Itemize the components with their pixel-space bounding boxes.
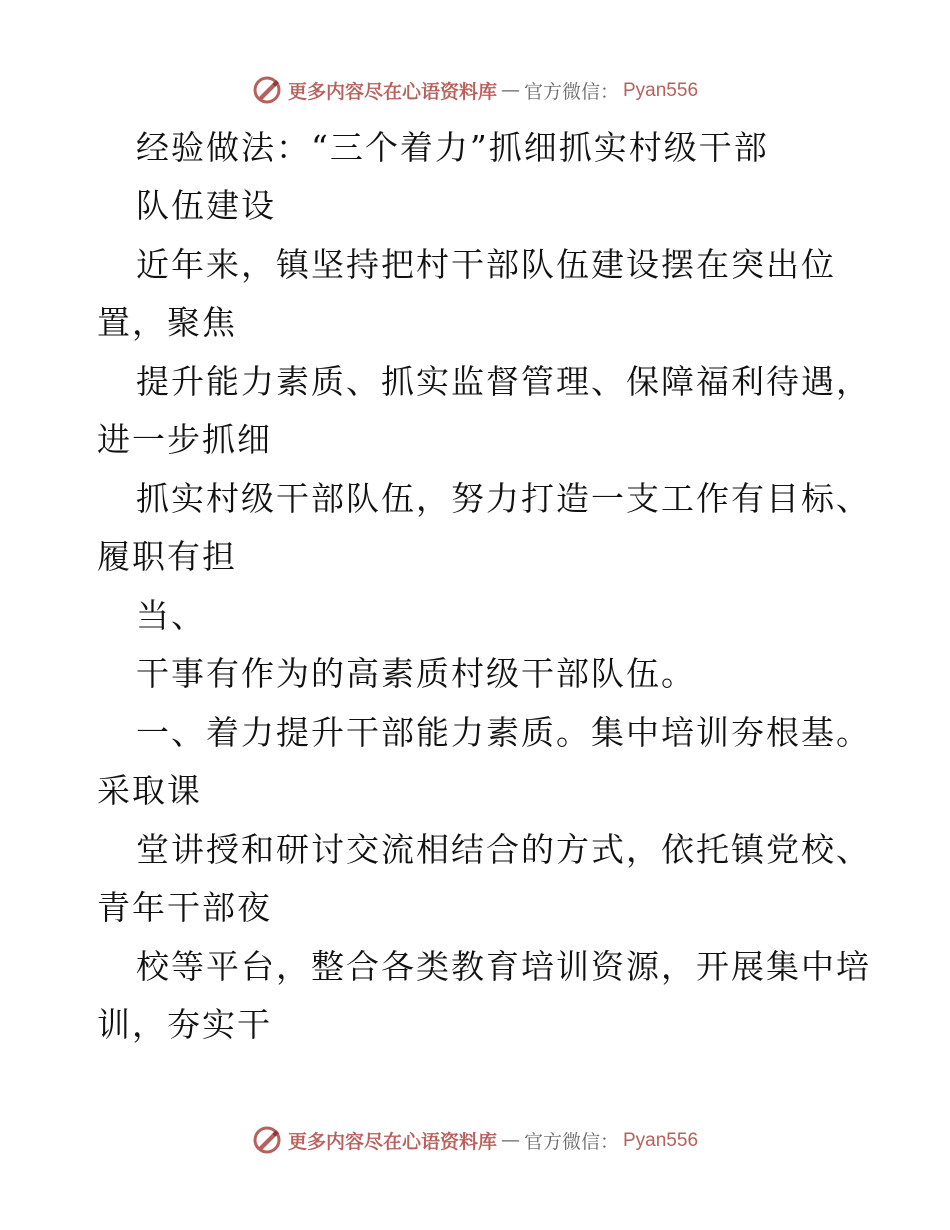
doc-line: 抓实村级干部队伍，努力打造一支工作有目标、 [136, 479, 871, 518]
watermark-brand-text: 更多内容尽在心语资料库 [287, 1130, 497, 1153]
doc-line: 堂讲授和研讨交流相结合的方式，依托镇党校、 [136, 830, 871, 869]
watermark-wechat-id: Pyan556 [623, 1129, 699, 1151]
doc-line: 干事有作为的高素质村级干部队伍。 [136, 654, 696, 693]
pen-seal-icon [252, 75, 282, 105]
doc-line: 履职有担 [97, 537, 237, 576]
doc-line: 队伍建设 [136, 186, 276, 225]
doc-line: 提升能力素质、抓实监督管理、保障福利待遇， [136, 362, 871, 401]
watermark-dash: — [500, 79, 520, 101]
doc-line: 青年干部夜 [97, 888, 272, 927]
doc-line: 进一步抓细 [97, 420, 272, 459]
watermark-wechat-label: 官方微信： [523, 1130, 619, 1153]
watermark-wechat-label: 官方微信： [523, 80, 619, 103]
footer-watermark [0, 1120, 950, 1160]
watermark-wechat-id: Pyan556 [623, 79, 699, 101]
doc-line: 置，聚焦 [97, 303, 237, 342]
doc-line: 采取课 [97, 771, 202, 810]
pen-seal-icon [252, 1125, 282, 1155]
doc-line: 当、 [136, 596, 206, 635]
doc-line: 一、着力提升干部能力素质。集中培训夯根基。 [136, 713, 871, 752]
watermark-brand-text: 更多内容尽在心语资料库 [287, 80, 497, 103]
doc-line: 训，夯实干 [97, 1005, 272, 1044]
doc-line: 近年来，镇坚持把村干部队伍建设摆在突出位 [136, 245, 836, 284]
doc-line: 校等平台，整合各类教育培训资源，开展集中培 [136, 947, 871, 986]
doc-line: 经验做法：“三个着力”抓细抓实村级干部 [136, 128, 769, 167]
watermark-dash: — [500, 1129, 520, 1151]
header-watermark [0, 70, 950, 110]
